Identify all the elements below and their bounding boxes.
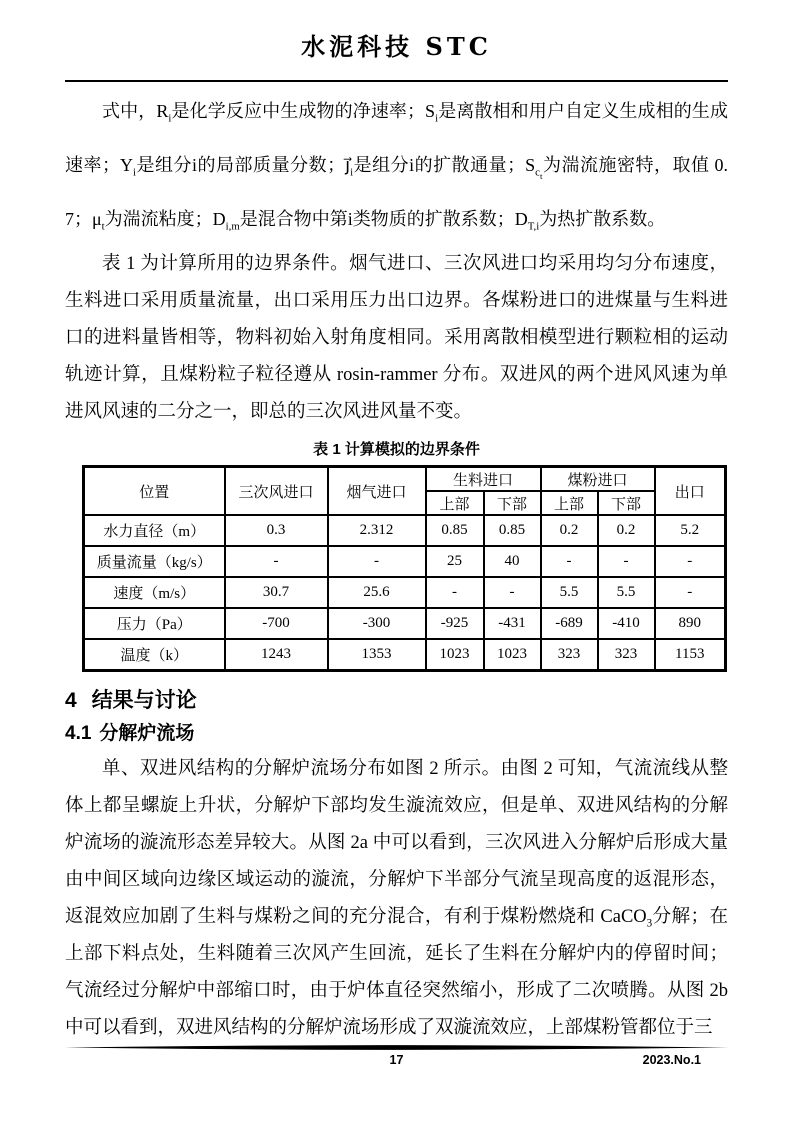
table-cell: -: [225, 546, 328, 577]
header-divider: [65, 80, 728, 82]
table-cell: 1023: [426, 639, 484, 671]
issue-number: 2023.No.1: [642, 1053, 701, 1067]
header-location: 位置: [84, 467, 225, 516]
table-cell: -925: [426, 608, 484, 639]
page-footer: [64, 1044, 729, 1068]
table-row-mass-flow: [84, 546, 726, 577]
table-cell: -: [598, 546, 655, 577]
table-cell: 0.85: [484, 515, 541, 546]
table-header-row-1: [84, 467, 726, 492]
subsection-heading-flow-field: [65, 722, 728, 746]
table-cell: 25.6: [328, 577, 426, 608]
table-cell: 0.85: [426, 515, 484, 546]
table-cell: -: [328, 546, 426, 577]
subsection-number: 4.1: [65, 723, 92, 744]
header-raw-meal-inlet: 生料进口: [426, 467, 541, 492]
page-number: 17: [389, 1053, 404, 1067]
table-cell: 30.7: [225, 577, 328, 608]
table-cell: 1023: [484, 639, 541, 671]
table-cell: 323: [598, 639, 655, 671]
table-cell: 0.2: [598, 515, 655, 546]
table-cell: 2.312: [328, 515, 426, 546]
header-flue-gas-inlet: 烟气进口: [328, 467, 426, 516]
table-cell: -: [426, 577, 484, 608]
table-cell: 323: [541, 639, 598, 671]
table-cell: -431: [484, 608, 541, 639]
table-cell: 25: [426, 546, 484, 577]
table-row-hydraulic-diameter: [84, 515, 726, 546]
table-cell: -300: [328, 608, 426, 639]
table-cell: 5.2: [655, 515, 726, 546]
row-label: 质量流量（kg/s）: [84, 546, 225, 577]
table-cell: 0.3: [225, 515, 328, 546]
header-raw-meal-lower: 下部: [484, 491, 541, 515]
table-cell: 0.2: [541, 515, 598, 546]
table-cell: -: [655, 546, 726, 577]
header-raw-meal-upper: 上部: [426, 491, 484, 515]
table-cell: 890: [655, 608, 726, 639]
boundary-conditions-table: [82, 465, 727, 672]
table-row-temperature: [84, 639, 726, 671]
row-label: 速度（m/s）: [84, 577, 225, 608]
header-outlet: 出口: [655, 467, 726, 516]
header-coal-upper: 上部: [541, 491, 598, 515]
table-cell: 1353: [328, 639, 426, 671]
footer-divider: [64, 1044, 729, 1051]
table-cell: 1243: [225, 639, 328, 671]
table-cell: -: [484, 577, 541, 608]
table-cell: -700: [225, 608, 328, 639]
section-heading-results: [65, 688, 728, 714]
journal-title: 水泥科技 STC: [301, 32, 492, 61]
header-coal-powder-inlet: 煤粉进口: [541, 467, 655, 492]
table-cell: -689: [541, 608, 598, 639]
row-label: 温度（k）: [84, 639, 225, 671]
table-cell: 40: [484, 546, 541, 577]
header-coal-lower: 下部: [598, 491, 655, 515]
table-cell: -410: [598, 608, 655, 639]
flow-field-paragraph: 单、双进风结构的分解炉流场分布如图 2 所示。由图 2 可知，气流流线从整体上都呈螺旋上升状，分解炉下部均发生漩流效应，但是单、双进风结构的分解炉流场的漩流形态差异较大。从图 2a 中可以看到，三次风进入分解炉后形成大量由中间区域向边缘区域运动的漩流，分解炉下半部分气流呈现高度的返混形态，返混效应加剧了生料与煤粉之间的充分混合，有利于煤粉燃烧和 CaCO$_3$分解；在上部下料点处，生料随着三次风产生回流，延长了生料在分解炉内的停留时间；气流经过分解炉中部缩口时，由于炉体直径突然缩小，形成了二次喷腾。从图 2b 中可以看到，双进风结构的分解炉流场形成了双漩流效应，上部煤粉管都位于三: [65, 759, 728, 1038]
row-label: 压力（Pa）: [84, 608, 225, 639]
section-title: 结果与讨论: [91, 689, 197, 712]
boundary-conditions-paragraph: 表 1 为计算所用的边界条件。烟气进口、三次风进口均采用均匀分布速度，生料进口采用质量流量，出口采用压力出口边界。各煤粉进口的进煤量与生料进口的进料量皆相等，物料初始入射角度相同。采用离散相模型进行颗粒相的运动轨迹计算，且煤粉粒子粒径遵从 rosin-rammer 分布。双进风的两个进风风速为单进风风速的二分之一，即总的三次风进风量不变。: [65, 254, 728, 422]
row-label: 水力直径（m）: [84, 515, 225, 546]
table-cell: 1153: [655, 639, 726, 671]
table-cell: -: [541, 546, 598, 577]
formula-notation-paragraph: 式中，$R_i$是化学反应中生成物的净速率；$S_i$是离散相和用户自定义生成相的生成速率；$Y_i$是组分i的局部质量分数；$j⃗_i$是组分i的扩散通量；$S_{c_t}$为湍流施密特，取值 0.7；$\mu_t$为湍流粘度；$D_{i,m}$是混合物中第i类物质的扩散系数；$D_{T,i}$为热扩散系数。: [65, 101, 729, 233]
section-number: 4: [65, 689, 77, 712]
table-row-pressure: [84, 608, 726, 639]
table-cell: 5.5: [541, 577, 598, 608]
table-cell: -: [655, 577, 726, 608]
header-tertiary-air-inlet: 三次风进口: [225, 467, 328, 516]
table-cell: 5.5: [598, 577, 655, 608]
subsection-title: 分解炉流场: [99, 723, 195, 744]
table-row-velocity: [84, 577, 726, 608]
table-caption: 表 1 计算模拟的边界条件: [313, 441, 480, 458]
footer-text-row: [64, 1052, 729, 1068]
